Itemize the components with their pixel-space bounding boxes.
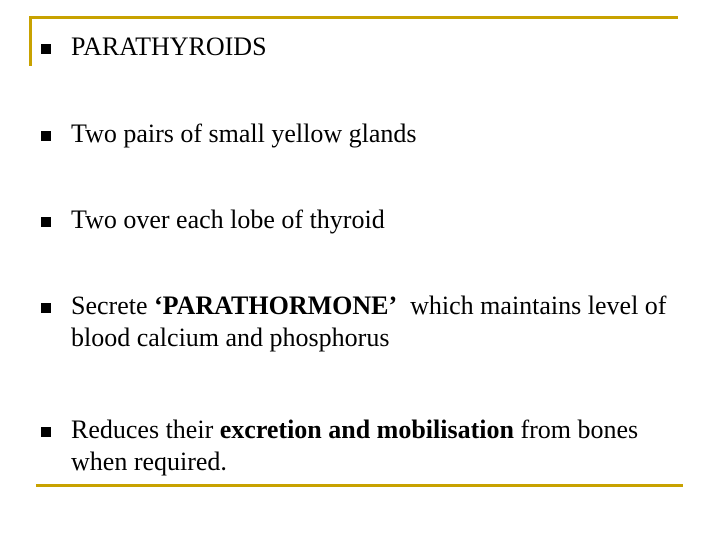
square-bullet-icon [41, 427, 51, 437]
square-bullet-icon [41, 217, 51, 227]
bullet-text [71, 290, 680, 354]
left-rule [29, 16, 32, 66]
bullet-text-bold: excretion and mobilisation [219, 415, 514, 444]
bullet-item-excretion [40, 414, 680, 478]
square-bullet-icon [41, 303, 51, 313]
bullet-text-part: Reduces their [71, 415, 220, 444]
bullet-text [71, 414, 680, 478]
bullet-text: Two pairs of small yellow glands [71, 119, 417, 148]
bullet-item-lobes [40, 204, 680, 236]
bullet-text-part: which maintains level of blood calcium and phosphorus [71, 291, 673, 352]
bullet-item-parathyroids [40, 31, 680, 63]
bullet-text-part: from bones when required. [71, 415, 645, 476]
bullet-text-bold: ‘PARATHORMONE’ [154, 291, 398, 320]
top-rule [29, 16, 678, 19]
bullet-item-glands [40, 118, 680, 150]
square-bullet-icon [41, 44, 51, 54]
square-bullet-icon [41, 131, 51, 141]
bullet-text: PARATHYROIDS [71, 32, 267, 61]
bullet-text: Two over each lobe of thyroid [71, 205, 385, 234]
bottom-rule [36, 484, 683, 487]
bullet-item-parathormone [40, 290, 680, 354]
bullet-text-part: Secrete [71, 291, 155, 320]
